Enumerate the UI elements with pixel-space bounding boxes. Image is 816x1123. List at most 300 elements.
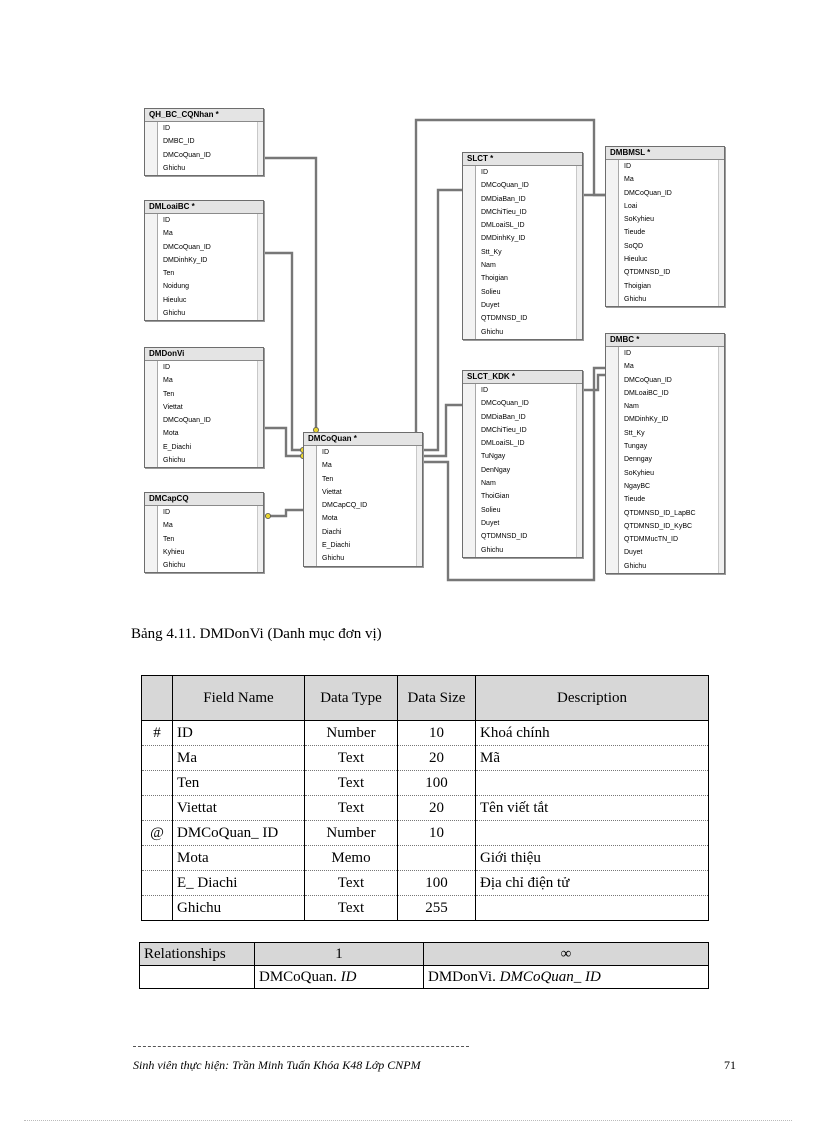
- table-dmbc: [605, 333, 725, 574]
- table-field-label: DMCoQuan_ID: [163, 243, 211, 251]
- table-field: [145, 401, 263, 414]
- link-dmcoquan-slct-kdk: [421, 405, 462, 456]
- many-table: DMDonVi.: [428, 968, 496, 985]
- row-description: [476, 771, 709, 796]
- table-field-label: DenNgay: [481, 466, 511, 474]
- table-field-label: DMCoQuan_ID: [163, 151, 211, 159]
- row-data-size: 20: [398, 796, 476, 821]
- primary-key-icon: [606, 160, 724, 173]
- table-fields: [606, 160, 724, 306]
- table-field: [304, 459, 422, 472]
- primary-key-icon: [606, 347, 724, 360]
- table-field: [463, 193, 582, 206]
- table-field: [145, 280, 263, 293]
- row-data-type: Text: [305, 771, 398, 796]
- table-field: [145, 388, 263, 401]
- row-mark: [142, 796, 173, 821]
- row-data-type: Number: [305, 721, 398, 746]
- table-fields: [145, 361, 263, 467]
- table-field-label: SoKyhieu: [624, 469, 654, 477]
- table-field-label: ID: [624, 350, 631, 357]
- table-field-label: Ma: [624, 363, 634, 371]
- table-scrollbar: [718, 160, 724, 306]
- table-field-label: ID: [163, 125, 170, 132]
- table-field-label: QTDMNSD_ID: [481, 315, 528, 323]
- row-mark: @: [142, 821, 173, 846]
- footer-author: Sinh viên thực hiện: Trần Minh Tuấn Khóa K48 Lớp CNPM: [133, 1058, 421, 1072]
- table-field-label: Duyet: [481, 519, 500, 527]
- table-fields: [606, 347, 724, 573]
- table-field-label: Viettat: [322, 488, 342, 496]
- relationships-label: Relationships: [140, 943, 255, 966]
- key-end-icon: [265, 513, 270, 518]
- table-field-label: DMChiTieu_ID: [481, 426, 527, 434]
- table-field-label: ID: [624, 163, 631, 170]
- table-field: [606, 253, 724, 266]
- table-field-label: Noidung: [163, 283, 190, 291]
- one-field: ID: [340, 968, 357, 985]
- table-caption: Bảng 4.11. DMDonVi (Danh mục đơn vị): [131, 626, 382, 642]
- table-field: [463, 232, 582, 245]
- table-field: [145, 227, 263, 240]
- row-field-name: Ghichu: [173, 896, 305, 921]
- row-description: [476, 896, 709, 921]
- table-field-label: DMChiTieu_ID: [481, 208, 527, 216]
- table-field-label: DMBC_ID: [163, 138, 195, 146]
- table-field-label: ID: [163, 217, 170, 224]
- table-field-label: TuNgay: [481, 453, 506, 461]
- table-field-label: SoQD: [624, 242, 644, 250]
- table-field: [606, 440, 724, 453]
- table-field: [463, 424, 582, 437]
- table-field-label: Nam: [481, 480, 496, 488]
- row-data-type: Text: [305, 796, 398, 821]
- row-field-name: Ma: [173, 746, 305, 771]
- relationships-table: [139, 942, 709, 989]
- table-field: [606, 160, 724, 173]
- primary-key-icon: [145, 122, 263, 135]
- table-field-label: Duyet: [481, 301, 500, 309]
- table-field-label: DMLoaiBC_ID: [624, 389, 669, 397]
- table-field: [463, 530, 582, 543]
- header-data-type: Data Type: [305, 676, 398, 721]
- table-field: [145, 414, 263, 427]
- table-row: [142, 796, 709, 821]
- row-description: Khoá chính: [476, 721, 709, 746]
- link-dmdonvi-dmcoquan: [262, 428, 303, 456]
- table-field: [606, 226, 724, 239]
- table-title: DMBC *: [606, 334, 724, 347]
- table-field: [145, 374, 263, 387]
- table-field: [145, 135, 263, 148]
- relationships-row: [140, 966, 709, 989]
- table-field-label: DMDiaBan_ID: [481, 413, 526, 421]
- table-field: [463, 299, 582, 312]
- table-field-label: Hieuluc: [624, 256, 648, 264]
- table-field-label: NgayBC: [624, 482, 651, 490]
- row-mark: [142, 846, 173, 871]
- row-mark: [142, 771, 173, 796]
- table-field: [304, 552, 422, 565]
- table-field-label: Loai: [624, 202, 638, 210]
- table-field-label: Viettat: [163, 403, 183, 411]
- row-mark: [142, 871, 173, 896]
- table-row: [142, 721, 709, 746]
- table-row: [142, 746, 709, 771]
- table-field-label: Ma: [624, 176, 634, 184]
- row-field-name: Ten: [173, 771, 305, 796]
- link-qh-bc-cqnhan-dmcoquan: [262, 158, 316, 432]
- many-field: DMCoQuan_ ID: [499, 968, 601, 985]
- table-field-label: E_Diachi: [322, 542, 351, 550]
- table-fields: [463, 166, 582, 339]
- row-data-size: 10: [398, 721, 476, 746]
- row-data-type: Text: [305, 871, 398, 896]
- table-field: [463, 312, 582, 325]
- row-data-size: 100: [398, 871, 476, 896]
- primary-key-icon: [145, 506, 263, 519]
- table-fields: [145, 506, 263, 572]
- table-field-label: Solieu: [481, 288, 501, 296]
- primary-key-icon: [304, 446, 422, 459]
- table-field-label: Ghichu: [322, 555, 345, 563]
- table-field-label: QTDMNSD_ID: [624, 269, 671, 277]
- table-field: [145, 441, 263, 454]
- table-qh-bc-cqnhan: [144, 108, 264, 176]
- table-scrollbar: [576, 384, 582, 557]
- table-field: [606, 546, 724, 559]
- table-field: [606, 240, 724, 253]
- table-field-label: Kyhieu: [163, 548, 185, 556]
- row-field-name: DMCoQuan_ ID: [173, 821, 305, 846]
- table-scrollbar: [576, 166, 582, 339]
- table-field: [145, 294, 263, 307]
- table-field-label: Ghichu: [163, 164, 186, 172]
- primary-key-icon: [145, 214, 263, 227]
- table-scrollbar: [257, 361, 263, 467]
- table-field-label: Nam: [481, 262, 496, 270]
- field-rows: [142, 721, 709, 921]
- table-title: DMCoQuan *: [304, 433, 422, 446]
- row-description: [476, 821, 709, 846]
- table-field: [145, 361, 263, 374]
- table-field-label: DMCoQuan_ID: [624, 189, 672, 197]
- table-field-label: DMCoQuan_ID: [481, 400, 529, 408]
- table-field: [463, 411, 582, 424]
- table-title: DMDonVi: [145, 348, 263, 361]
- table-field-label: Thoigian: [624, 282, 651, 290]
- table-field-label: Ghichu: [481, 546, 504, 554]
- table-field-label: Ten: [163, 535, 175, 543]
- table-field: [145, 241, 263, 254]
- table-field: [304, 446, 422, 459]
- link-dmcoquan-slct: [421, 190, 462, 450]
- table-field-label: Tungay: [624, 443, 648, 451]
- table-field-label: Ghichu: [624, 562, 647, 570]
- table-title: SLCT *: [463, 153, 582, 166]
- table-field-label: QTDMNSD_ID_KyBC: [624, 522, 693, 530]
- row-description: Địa chỉ điện tử: [476, 871, 709, 896]
- table-field-label: QTDMMucTN_ID: [624, 536, 679, 544]
- table-field: [463, 544, 582, 557]
- table-field-label: ID: [163, 509, 170, 516]
- table-field-label: Stt_Ky: [481, 248, 502, 256]
- table-row: [142, 846, 709, 871]
- table-field-label: Ghichu: [624, 295, 647, 303]
- table-field: [606, 533, 724, 546]
- table-row: [142, 896, 709, 921]
- header-description: Description: [476, 676, 709, 721]
- table-field: [606, 374, 724, 387]
- primary-key-icon: [145, 361, 263, 374]
- table-field-label: DMCoQuan_ID: [481, 182, 529, 190]
- table-field-label: DMCoQuan_ID: [163, 417, 211, 425]
- table-field: [463, 272, 582, 285]
- table-fields: [463, 384, 582, 557]
- table-field: [606, 187, 724, 200]
- table-field: [145, 267, 263, 280]
- table-scrollbar: [416, 446, 422, 566]
- many-header: ∞: [424, 943, 709, 966]
- table-field-label: Ten: [322, 475, 334, 483]
- table-field-label: DMDinhKy_ID: [163, 256, 208, 264]
- table-field: [463, 166, 582, 179]
- table-field-label: Solieu: [481, 506, 501, 514]
- row-mark: [142, 746, 173, 771]
- table-field: [606, 387, 724, 400]
- table-dmbmsl: [605, 146, 725, 307]
- header-mark: [142, 676, 173, 721]
- table-field: [145, 427, 263, 440]
- table-field: [606, 400, 724, 413]
- table-title: QH_BC_CQNhan *: [145, 109, 263, 122]
- many-side-cell: [424, 966, 709, 989]
- table-field-label: Mota: [163, 430, 179, 438]
- table-field: [463, 437, 582, 450]
- footer-divider: [133, 1046, 469, 1047]
- table-slct: [462, 152, 583, 340]
- table-field: [463, 464, 582, 477]
- row-field-name: ID: [173, 721, 305, 746]
- table-field: [606, 520, 724, 533]
- table-field-label: ThoiGian: [481, 493, 510, 501]
- table-field: [463, 259, 582, 272]
- table-field-label: Stt_Ky: [624, 429, 645, 437]
- table-title: SLCT_KDK *: [463, 371, 582, 384]
- table-field: [606, 467, 724, 480]
- row-field-name: Mota: [173, 846, 305, 871]
- row-data-type: Memo: [305, 846, 398, 871]
- table-field-label: ID: [481, 169, 488, 176]
- header-field-name: Field Name: [173, 676, 305, 721]
- table-field: [606, 493, 724, 506]
- table-title: DMBMSL *: [606, 147, 724, 160]
- table-field-label: SoKyhieu: [624, 216, 654, 224]
- row-field-name: E_ Diachi: [173, 871, 305, 896]
- table-field-label: Ma: [163, 230, 173, 238]
- table-field-label: DMCoQuan_ID: [624, 376, 672, 384]
- row-field-name: Viettat: [173, 796, 305, 821]
- table-field: [304, 486, 422, 499]
- table-field-label: DMLoaiSL_ID: [481, 440, 525, 448]
- row-data-size: 10: [398, 821, 476, 846]
- table-field: [145, 214, 263, 227]
- table-field-label: E_Diachi: [163, 443, 192, 451]
- table-field-label: Thoigian: [481, 275, 508, 283]
- table-field: [304, 539, 422, 552]
- table-field-label: Tieude: [624, 496, 646, 504]
- table-field: [145, 519, 263, 532]
- link-dmloaibc-dmcoquan: [262, 253, 303, 450]
- table-field-label: Nam: [624, 403, 639, 411]
- table-field: [463, 326, 582, 339]
- row-mark: [142, 896, 173, 921]
- table-field: [145, 122, 263, 135]
- table-field: [304, 473, 422, 486]
- header-row: [142, 676, 709, 721]
- table-row: [142, 871, 709, 896]
- table-field: [145, 149, 263, 162]
- table-field: [606, 480, 724, 493]
- table-field: [463, 384, 582, 397]
- table-field: [606, 427, 724, 440]
- table-field: [145, 533, 263, 546]
- table-field-label: Ten: [163, 390, 175, 398]
- row-data-size: 255: [398, 896, 476, 921]
- table-field: [145, 454, 263, 467]
- row-data-type: Text: [305, 746, 398, 771]
- primary-key-icon: [463, 166, 582, 179]
- table-scrollbar: [718, 347, 724, 573]
- row-data-size: 20: [398, 746, 476, 771]
- field-table: [141, 675, 709, 921]
- table-field: [606, 453, 724, 466]
- table-field: [463, 246, 582, 259]
- table-field-label: Diachi: [322, 528, 342, 536]
- relationships-header-row: [140, 943, 709, 966]
- table-field-label: DMLoaiSL_ID: [481, 222, 525, 230]
- table-field: [606, 507, 724, 520]
- one-table: DMCoQuan.: [259, 968, 337, 985]
- header-data-size: Data Size: [398, 676, 476, 721]
- row-data-size: [398, 846, 476, 871]
- er-diagram: [136, 100, 728, 585]
- table-field-label: QTDMNSD_ID: [481, 533, 528, 541]
- table-field: [463, 504, 582, 517]
- table-field-label: Ma: [322, 462, 332, 470]
- table-field-label: Ghichu: [163, 562, 186, 570]
- table-row: [142, 821, 709, 846]
- table-field: [145, 546, 263, 559]
- table-field: [463, 490, 582, 503]
- row-data-type: Number: [305, 821, 398, 846]
- table-field: [145, 254, 263, 267]
- table-field: [145, 307, 263, 320]
- table-dmcoquan: [303, 432, 423, 567]
- table-field-label: Ma: [163, 522, 173, 530]
- table-field: [606, 173, 724, 186]
- table-field: [145, 559, 263, 572]
- table-title: DMCapCQ: [145, 493, 263, 506]
- table-field-label: ID: [322, 449, 329, 456]
- table-field: [606, 280, 724, 293]
- table-field: [304, 512, 422, 525]
- table-field: [463, 286, 582, 299]
- one-side-cell: [255, 966, 424, 989]
- table-fields: [145, 214, 263, 320]
- table-field-label: ID: [481, 387, 488, 394]
- table-field: [463, 206, 582, 219]
- table-dmdonvi: [144, 347, 264, 468]
- primary-key-icon: [463, 384, 582, 397]
- row-mark: #: [142, 721, 173, 746]
- table-field: [463, 219, 582, 232]
- table-field: [463, 477, 582, 490]
- table-slct-kdk: [462, 370, 583, 558]
- table-row: [142, 771, 709, 796]
- table-field: [606, 293, 724, 306]
- table-field: [145, 506, 263, 519]
- table-field-label: ID: [163, 364, 170, 371]
- table-dmloaibc: [144, 200, 264, 321]
- one-header: 1: [255, 943, 424, 966]
- table-scrollbar: [257, 214, 263, 320]
- page-bottom-divider: [24, 1120, 792, 1121]
- row-description: Tên viết tắt: [476, 796, 709, 821]
- table-field-label: Ghichu: [163, 457, 186, 465]
- table-field-label: Ghichu: [481, 328, 504, 336]
- table-field: [145, 162, 263, 175]
- row-data-type: Text: [305, 896, 398, 921]
- table-fields: [145, 122, 263, 175]
- table-field: [463, 517, 582, 530]
- table-field-label: DMDinhKy_ID: [481, 235, 526, 243]
- table-field: [606, 560, 724, 573]
- table-field-label: Duyet: [624, 549, 643, 557]
- table-field: [463, 450, 582, 463]
- table-field: [606, 347, 724, 360]
- table-field-label: Ghichu: [163, 310, 186, 318]
- table-field-label: QTDMNSD_ID_LapBC: [624, 509, 696, 517]
- row-description: Mã: [476, 746, 709, 771]
- page-number: 71: [724, 1058, 736, 1072]
- table-field-label: DMCapCQ_ID: [322, 502, 368, 510]
- table-field: [463, 179, 582, 192]
- table-field: [606, 266, 724, 279]
- row-data-size: 100: [398, 771, 476, 796]
- table-field: [606, 360, 724, 373]
- table-field-label: Denngay: [624, 456, 653, 464]
- table-field-label: Ma: [163, 377, 173, 385]
- table-field: [606, 200, 724, 213]
- table-field: [304, 526, 422, 539]
- relationships-empty-cell: [140, 966, 255, 989]
- table-field: [304, 499, 422, 512]
- table-field-label: Hieuluc: [163, 296, 187, 304]
- table-field: [463, 397, 582, 410]
- table-field-label: Mota: [322, 515, 338, 523]
- table-field-label: Tieude: [624, 229, 646, 237]
- table-field-label: DMDiaBan_ID: [481, 195, 526, 203]
- table-field-label: Ten: [163, 270, 175, 278]
- table-title: DMLoaiBC *: [145, 201, 263, 214]
- table-fields: [304, 446, 422, 566]
- row-description: Giới thiệu: [476, 846, 709, 871]
- table-field: [606, 213, 724, 226]
- table-field: [606, 413, 724, 426]
- table-dmcapcq: [144, 492, 264, 573]
- table-field-label: DMDinhKy_ID: [624, 416, 669, 424]
